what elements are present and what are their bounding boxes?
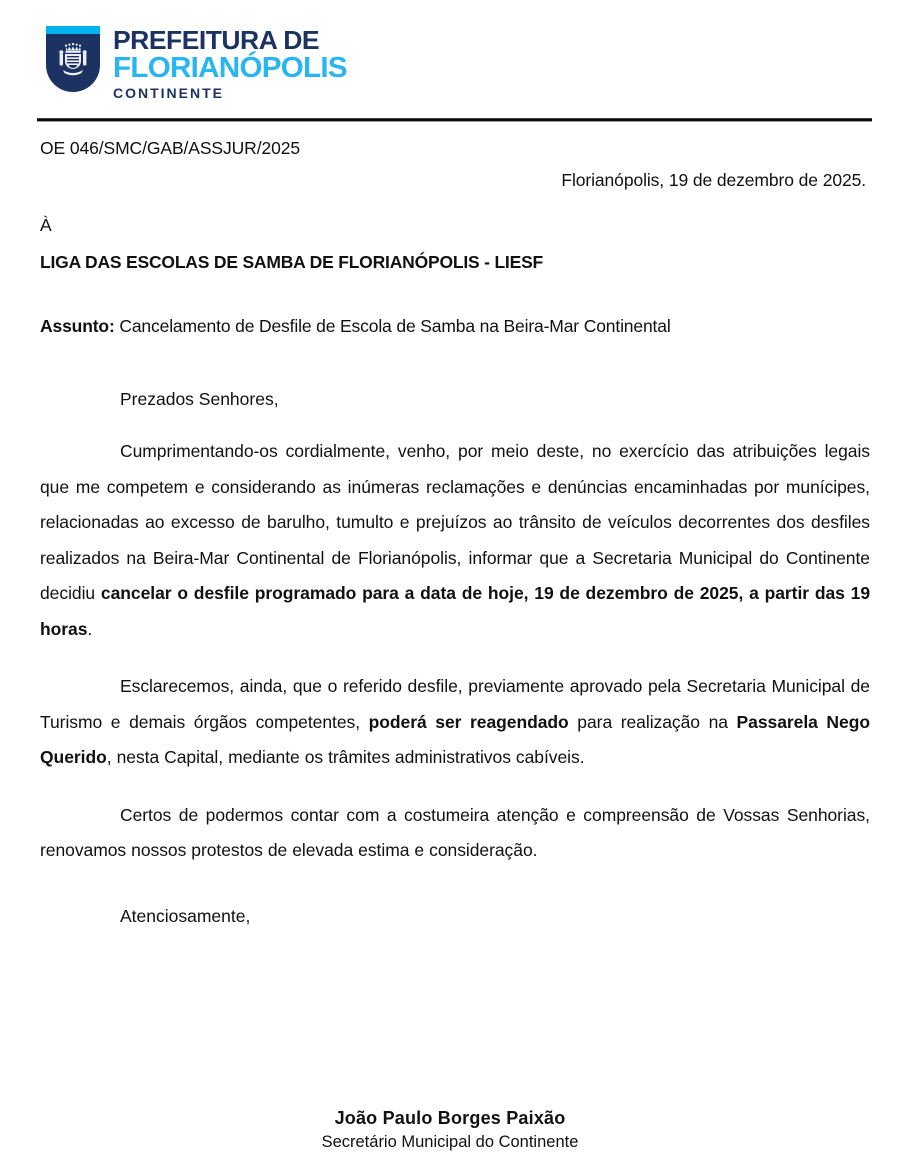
subject-label: Assunto: (40, 316, 115, 336)
paragraph-2-bold-reagendado: poderá ser reagendado (368, 711, 569, 732)
signature-block (0, 1108, 900, 1152)
body-paragraph-2 (40, 669, 870, 776)
salutation: Prezados Senhores, (120, 388, 279, 409)
body-paragraph-3: Certos de podermos contar com a costumeira atenção e compreensão de Vossas Senhorias, renovamos nossos protestos de elevada estima e consideração. (40, 804, 870, 861)
prefeitura-shield-logo (44, 26, 102, 102)
coat-of-arms-icon (55, 40, 91, 80)
place-and-date: Florianópolis, 19 de dezembro de 2025. (561, 169, 866, 190)
paragraph-1-text-part-2: . (87, 618, 93, 639)
paragraph-2-text-part-1: Esclarecemos, ainda, que o referido desfile, previamente aprovado pela Secretaria Municipal de Turismo e demais órgãos competentes, (40, 676, 870, 732)
document-body (40, 140, 870, 934)
addressee-name: LIGA DAS ESCOLAS DE SAMBA DE FLORIANÓPOLIS - LIESF (40, 251, 544, 272)
wordmark-line-prefeitura-de: PREFEITURA DE (113, 25, 320, 55)
letterhead (44, 25, 347, 102)
closing-line: Atenciosamente, (120, 905, 251, 926)
document-reference-number: OE 046/SMC/GAB/ASSJUR/2025 (40, 138, 301, 158)
subject-line (40, 318, 870, 336)
addressee-prefix: À (40, 215, 52, 235)
header-divider (37, 118, 872, 122)
signatory-name: João Paulo Borges Paixão (334, 1108, 566, 1128)
wordmark-line-florianopolis: FLORIANÓPOLIS (113, 52, 347, 84)
body-paragraph-1 (40, 434, 870, 647)
paragraph-1-bold-cancellation: cancelar o desfile programado para a data de hoje, 19 de dezembro de 2025, a partir das 19 horas (40, 583, 870, 639)
letterhead-wordmark (113, 25, 347, 101)
subject-text: Cancelamento de Desfile de Escola de Samba na Beira-Mar Continental (114, 316, 671, 336)
paragraph-1-text-part-1: Cumprimentando-os cordialmente, venho, por meio deste, no exercício das atribuições legais que me competem e considerando as inúmeras reclamações e denúncias encaminhadas por munícipes, relacionadas ao excesso de barulho, tumulto e prejuízos ao trânsito de veículos decorrentes dos desfiles realizados na Beira-Mar Continental de Florianópolis, informar que a Secretaria Municipal do Continente decidiu (40, 441, 870, 604)
wordmark-line-continente: CONTINENTE (113, 85, 224, 101)
paragraph-2-bold-passarela: Passarela Nego Querido (40, 711, 870, 768)
paragraph-2-text-part-3: , nesta Capital, mediante os trâmites administrativos cabíveis. (106, 747, 585, 768)
paragraph-2-text-part-2: para realização na (568, 711, 737, 732)
signatory-role: Secretário Municipal do Continente (321, 1133, 579, 1151)
